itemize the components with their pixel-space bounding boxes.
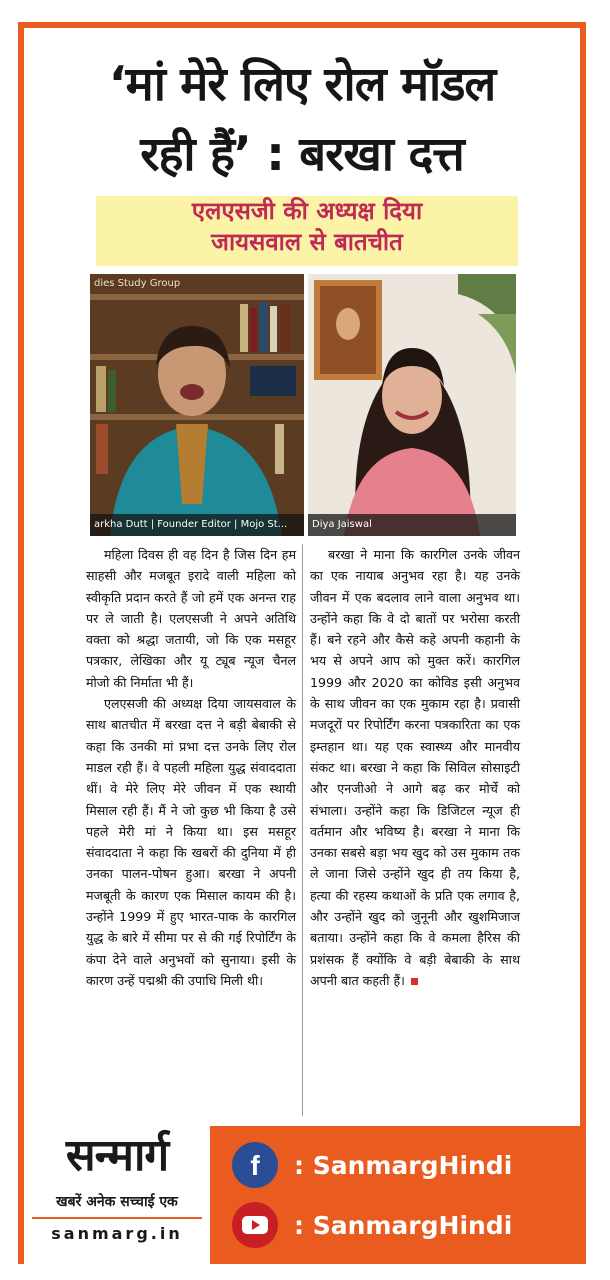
article-column-1: [86, 544, 296, 991]
barkha-dutt-photo-art: [90, 274, 304, 536]
column-divider: [302, 544, 303, 1116]
facebook-handle[interactable]: : SanmargHindi: [294, 1150, 513, 1180]
col1-paragraph-2: एलएसजी की अध्यक्ष दिया जायसवाल के साथ बातचीत में बरखा दत्त ने बड़ी बेबाकी से कहा कि उनकी मां प्रभा दत्त उनके लिए रोल माडल रही हैं। वे पहली महिला युद्ध संवाददाता थीं। वे मेरे लिए मेरे जीवन में एक स्थायी मिसाल रही हैं। मैं ने जो कुछ भी किया है उसे पहले मेरी मां ने किया था। इस मसहूर संवाददाता ने कहा कि खबरों की दुनिया में ही उनका पालन-पोषन हुआ। बरखा ने अपनी मजबूती के कारण एक मिसाल कायम की है। उन्होंने 1999 में हुए भारत-पाक के कारगिल युद्ध के बारे में सीमा पर से की गई रिपोर्टिंग के कंपा देने वाले अनुभवों को सुनाया। इसी के कारण उन्हें पद्मश्री की उपाधि मिली थी।: [86, 696, 296, 988]
photo-caption-left: arkha Dutt | Founder Editor | Mojo St...: [90, 514, 304, 536]
social-panel: [210, 1126, 580, 1264]
subheading-box: [96, 196, 518, 266]
brand-divider: [32, 1217, 202, 1219]
article-frame: [18, 22, 586, 1264]
headline-line-2: रही हैं’ : बरखा दत्त: [140, 127, 464, 182]
youtube-icon[interactable]: [232, 1202, 278, 1248]
brand-tagline: खबरें अनेक सच्चाई एक: [56, 1194, 178, 1210]
photo-barkha-dutt: [90, 274, 304, 536]
subheading-line-2: जायसवाल से बातचीत: [211, 228, 403, 256]
photo-top-text: dies Study Group: [94, 278, 181, 289]
svg-text:f: f: [250, 1150, 260, 1181]
brand-logo: सन्मार्ग: [65, 1130, 169, 1181]
article-column-2: [310, 544, 520, 991]
youtube-row[interactable]: [232, 1200, 512, 1250]
end-of-article-mark: [411, 978, 418, 985]
col2-paragraph-1-text: बरखा ने माना कि कारगिल उनके जीवन का एक नायाब अनुभव रहा है। यह उनके जीवन में एक बदलाव लाने वाला अनुभव था। उन्होंने कहा कि वे दो बातों पर भरोसा करती हैं। बने रहने और कैसे कहे अपनी कहानी के भय से अपने आप को मुक्त करें। कारगिल 1999 और 2020 का कोविड इसी अनुभव के साथ जीवन का एक मुकाम रहा है। प्रवासी मजदूरों पर रिपोर्टिंग करना पत्रकारिता का एक इम्तहान था। यह एक स्वास्थ्य और मानवीय संकट था। बरखा ने कहा कि सिविल सोसाइटी और एनजीओ ने आगे बढ़ कर मोर्चे को संभाला। उन्होंने कहा कि डिजिटल न्यूज ही वर्तमान और भविष्य है। बरखा ने माना कि उनका सबसे बड़ा भय खुद को उस मुकाम तक ले जाना जिसे उन्होंने खुद ही तय किया है, हत्या की रहस्य कथाओं के प्रति एक लगाव है, और उन्होंने खुद को जुनूनी और खुशमिजाज बताया। उन्होंने कहा कि वे कमला हैरिस की प्रशंसक हैं क्योंकि वे बड़ी बेबाकी के साथ अपनी बात कहती हैं।: [310, 547, 520, 988]
col2-paragraph-1: [310, 544, 520, 991]
diya-jaiswal-photo-art: [308, 274, 516, 536]
facebook-row[interactable]: [232, 1140, 512, 1190]
subheading-line-1: एलएसजी की अध्यक्ष दिया: [191, 197, 423, 225]
col1-paragraph-1: महिला दिवस ही वह दिन है जिस दिन हम साहसी और मजबूत इरादे वाली महिला को स्वीकृति प्रदान करते हैं जो हमें एक अनन्त राह पर ले जाती है। एलएसजी ने अपने अतिथि वक्ता को श्रद्धा जतायी, जो कि एक मसहूर पत्रकार, लेखिका और यू ट्यूब न्यूज चैनल मोजो की निर्माता भी हैं।: [86, 547, 296, 690]
facebook-icon[interactable]: [232, 1142, 278, 1188]
footer-banner: [24, 1126, 580, 1264]
youtube-handle[interactable]: : SanmargHindi: [294, 1210, 513, 1240]
photo-diya-jaiswal: [308, 274, 516, 536]
brand-block: [24, 1126, 210, 1264]
headline-line-1: ‘मां मेरे लिए रोल मॉडल: [108, 57, 496, 112]
headline: [24, 50, 580, 190]
photo-caption-right: Diya Jaiswal: [308, 514, 516, 536]
brand-url[interactable]: sanmarg.in: [51, 1224, 183, 1243]
